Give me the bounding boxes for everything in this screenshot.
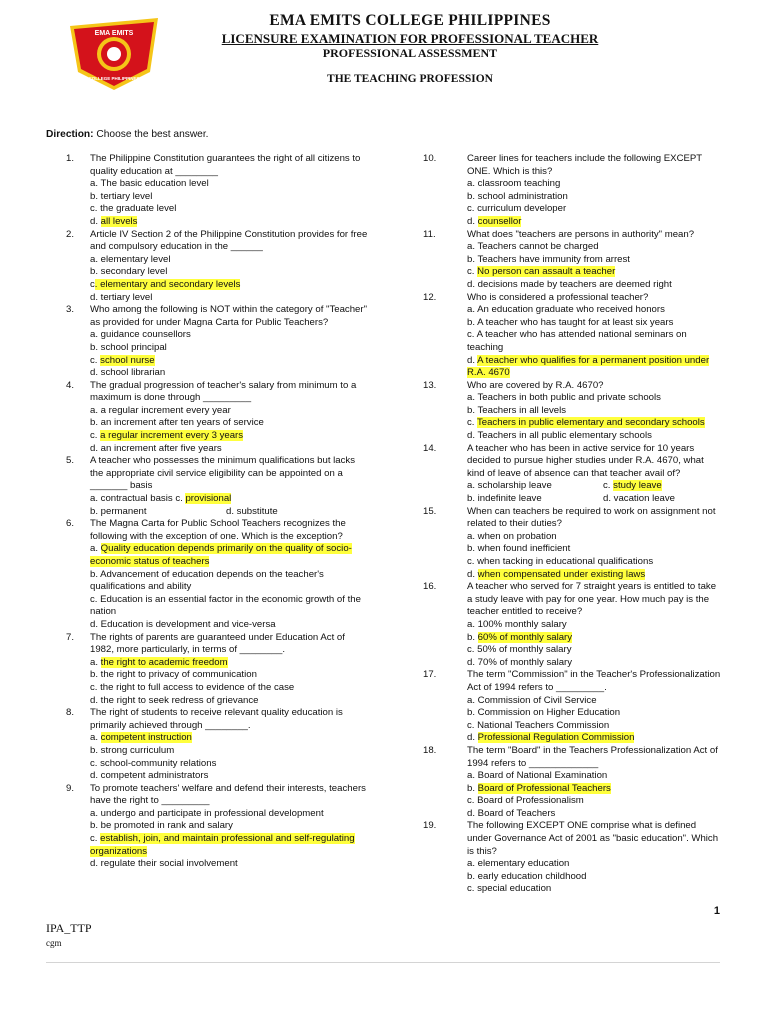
direction-label: Direction: [46, 129, 94, 140]
question-stem: A teacher who has been in active service for 10 years decided to pursue higher studies under R.A. 4670, what kind of leave of absence can that teacher avail of? [467, 442, 704, 479]
option-text: b. A teacher who has taught for at least six years [467, 316, 674, 328]
option-text: b. tertiary level [90, 190, 153, 202]
answer-option [90, 279, 371, 292]
answer-option [467, 858, 723, 871]
option-text: c. when tacking in educational qualifications [467, 556, 654, 567]
answer-option [467, 632, 723, 645]
answer-option [467, 241, 723, 254]
answer-option-row [467, 480, 723, 493]
question-item [46, 632, 371, 708]
question-number: 11. [423, 228, 436, 240]
answer-option [467, 795, 723, 808]
option-text: d. Education is development and vice-versa [90, 618, 276, 630]
option-prefix: d. [467, 354, 478, 366]
option-text: d. competent administrators [90, 770, 209, 782]
question-item [46, 229, 371, 305]
answer-option [90, 405, 371, 418]
highlighted-answer: when compensated under existing laws [477, 568, 646, 580]
answer-option [467, 266, 723, 279]
answer-option [467, 695, 723, 708]
question-number: 17. [423, 669, 437, 681]
page-number: 1 [713, 905, 720, 917]
question-item [423, 292, 723, 380]
college-name: EMA EMITS COLLEGE PHILIPPINES [269, 12, 551, 29]
option-text: b. when found inefficient [467, 543, 571, 555]
answer-option [90, 594, 371, 619]
question-item [423, 669, 723, 745]
question-stem: The right of students to receive relevant quality education is primarily achieved through ________. [90, 707, 343, 731]
option-text: d. vacation leave [603, 493, 675, 505]
question-number: 19. [423, 820, 437, 832]
option-text: a. a regular increment every year [90, 404, 231, 416]
question-item [423, 581, 723, 669]
option-text: b. school administration [467, 190, 568, 202]
question-number: 3. [66, 304, 75, 316]
option-prefix: c. [90, 833, 101, 845]
option-prefix: d. [90, 215, 101, 227]
question-stem: Career lines for teachers include the following EXCEPT ONE. Which is this? [467, 153, 702, 177]
answer-option [467, 392, 723, 405]
answer-option [467, 770, 723, 783]
option-text: a. Commission of Civil Service [467, 694, 597, 706]
answer-option [467, 871, 723, 884]
question-number: 16. [423, 581, 437, 593]
answer-option [467, 556, 723, 569]
option-text: a. An education graduate who received honors [467, 304, 665, 316]
question-stem: The Philippine Constitution guarantees the right of all citizens to quality education at ________ [90, 153, 361, 177]
option-text: d. tertiary level [90, 291, 153, 303]
option-text: b. Teachers in all levels [467, 404, 567, 416]
question-stem: A teacher who served for 7 straight years is entitled to take a study leave with pay for one year. How much pay is the teacher entitled to receive? [467, 581, 717, 618]
answer-option [467, 304, 723, 317]
answer-option [90, 417, 371, 430]
option-text: b. Commission on Higher Education [467, 707, 621, 719]
answer-option [467, 178, 723, 191]
answer-option [467, 883, 723, 896]
answer-option [90, 329, 371, 342]
option-prefix: c. [467, 417, 477, 429]
option-prefix: a. [90, 543, 101, 555]
question-stem: The Magna Carta for Public School Teachers recognizes the following with the exception of one. Which is the exception? [90, 518, 346, 542]
option-text: b. permanent [90, 505, 147, 517]
option-text: a. classroom teaching [467, 178, 561, 190]
answer-option [90, 682, 371, 695]
highlighted-answer: No person can assault a teacher [477, 266, 616, 278]
answer-option [90, 254, 371, 267]
question-item [46, 455, 371, 518]
highlighted-answer: competent instruction [100, 732, 192, 744]
option-text: d. Teachers in all public elementary schools [467, 430, 652, 442]
option-text: b. be promoted in rank and salary [90, 820, 233, 832]
option-text: c. A teacher who has attended national seminars on teaching [467, 329, 687, 353]
option-text: d. 70% of monthly salary [467, 656, 573, 668]
option-text: a. Board of National Examination [467, 770, 608, 782]
highlighted-answer: Professional Regulation Commission [477, 732, 635, 744]
answer-option-row [467, 493, 723, 506]
question-stem: The term "Board" in the Teachers Professionalization Act of 1994 refers to _____________ [467, 744, 718, 769]
answer-option [90, 367, 371, 380]
option-prefix: a. [90, 656, 101, 668]
answer-option [90, 216, 371, 229]
question-number: 14. [423, 442, 437, 454]
question-stem: Who among the following is NOT within the category of "Teacher" as provided for under Magna Carta for Public Teachers? [90, 304, 367, 328]
question-stem: When can teachers be required to work on assignment not related to their duties? [467, 505, 716, 530]
answer-option [90, 292, 371, 305]
question-number: 5. [66, 455, 75, 467]
option-prefix: b. [467, 631, 478, 643]
answer-option [467, 644, 723, 657]
question-item [423, 380, 723, 443]
svg-text:EMA EMITS: EMA EMITS [94, 30, 134, 37]
answer-option [90, 266, 371, 279]
option-text: c. special education [467, 883, 552, 895]
option-prefix: a. [90, 732, 101, 744]
option-text: a. undergo and participate in professional development [90, 807, 324, 819]
question-number: 6. [66, 518, 75, 530]
option-text: c. school-community relations [90, 757, 217, 769]
highlighted-answer: all levels [100, 215, 138, 227]
highlighted-answer: study leave [613, 480, 662, 492]
highlighted-answer: the right to academic freedom [100, 656, 228, 668]
answer-option [90, 858, 371, 871]
answer-option [467, 808, 723, 821]
highlighted-answer: Quality education depends primarily on the quality of socio-economic status of teachers [90, 543, 352, 567]
option-prefix: d. [467, 732, 478, 744]
option-prefix: c. [467, 266, 478, 278]
answer-option [90, 657, 371, 670]
answer-option [467, 254, 723, 267]
option-text: d. school librarian [90, 367, 166, 379]
option-text: d. regulate their social involvement [90, 858, 238, 870]
option-prefix: c. [90, 354, 101, 366]
questions-left-column [46, 153, 371, 871]
highlighted-answer: counsellor [477, 215, 522, 227]
answer-option [90, 203, 371, 216]
option-text: b. indefinite leave [467, 493, 542, 505]
subject-title: THE TEACHING PROFESSION [327, 73, 493, 85]
question-stem: What does "teachers are persons in authority" mean? [467, 228, 695, 240]
direction [46, 129, 209, 140]
answer-option [90, 732, 371, 745]
option-text: b. early education childhood [467, 870, 587, 882]
option-text: a. scholarship leave [467, 480, 552, 492]
answer-option [467, 405, 723, 418]
question-item [46, 380, 371, 456]
question-number: 12. [423, 291, 437, 303]
answer-option [467, 279, 723, 292]
exam-title: LICENSURE EXAMINATION FOR PROFESSIONAL TEACHER [221, 31, 599, 46]
question-stem: Who is considered a professional teacher? [467, 291, 649, 303]
question-number: 1. [66, 153, 75, 164]
option-text: a. 100% monthly salary [467, 618, 567, 630]
question-number: 15. [423, 505, 437, 517]
answer-option [467, 783, 723, 796]
answer-option [90, 770, 371, 783]
question-item [46, 707, 371, 783]
option-prefix: b. [467, 782, 478, 794]
answer-option [90, 695, 371, 708]
highlighted-answer: school nurse [100, 354, 155, 366]
highlighted-answer: a regular increment every 3 years [100, 430, 244, 442]
answer-option [467, 707, 723, 720]
option-prefix: c. [603, 480, 614, 492]
option-prefix: d. [467, 215, 478, 227]
highlighted-answer: Teachers in public elementary and secondary schools [476, 417, 705, 429]
question-item [423, 443, 723, 506]
answer-option-row [90, 493, 371, 506]
answer-option [90, 669, 371, 682]
answer-option [467, 203, 723, 216]
question-stem: To promote teachers' welfare and defend their interests, teachers have the right to _________ [90, 782, 366, 807]
highlighted-answer: A teacher who qualifies for a permanent position under R.A. 4670 [467, 354, 710, 379]
questions-right-column [423, 153, 723, 896]
option-text: a. contractual basis c. [90, 493, 186, 505]
question-number: 4. [66, 379, 75, 391]
answer-option [90, 833, 371, 858]
question-stem: The following EXCEPT ONE comprise what is defined under Governance Act of 2001 as "basic education". Which is this? [467, 820, 719, 857]
answer-option [90, 820, 371, 833]
answer-option [467, 619, 723, 632]
option-text: c. curriculum developer [467, 203, 567, 215]
answer-option [467, 531, 723, 544]
answer-option [90, 543, 371, 568]
answer-option [467, 657, 723, 670]
answer-option [467, 543, 723, 556]
option-text: a. guidance counsellors [90, 329, 191, 341]
question-stem: The gradual progression of teacher's salary from minimum to a maximum is done through _________ [90, 379, 357, 404]
answer-option [467, 720, 723, 733]
answer-option [90, 808, 371, 821]
option-text: a. Teachers in both public and private schools [467, 392, 661, 404]
option-text: a. The basic education level [90, 178, 209, 190]
highlighted-answer: . elementary and secondary levels [94, 278, 241, 290]
question-item [46, 518, 371, 631]
answer-option [90, 430, 371, 443]
answer-option [90, 758, 371, 771]
college-logo [64, 16, 164, 92]
highlighted-answer: provisional [185, 493, 232, 505]
question-number: 9. [66, 782, 75, 794]
question-item [423, 229, 723, 292]
question-item [423, 506, 723, 582]
answer-option [467, 329, 723, 354]
answer-option [90, 342, 371, 355]
option-text: c. National Teachers Commission [467, 719, 610, 731]
footer-code: IPA_TTP [46, 921, 92, 935]
option-text: a. elementary level [90, 253, 171, 265]
question-item [423, 745, 723, 821]
answer-option [90, 355, 371, 368]
option-text: b. Teachers have immunity from arrest [467, 253, 630, 265]
option-text: b. secondary level [90, 266, 168, 278]
answer-option [90, 745, 371, 758]
answer-option [467, 569, 723, 582]
answer-option-row [90, 506, 371, 519]
option-prefix: d. [467, 568, 478, 580]
highlighted-answer: establish, join, and maintain professional and self-regulating organizations [90, 833, 355, 857]
question-stem: Who are covered by R.A. 4670? [467, 379, 604, 391]
option-text: c. the right to full access to evidence of the case [90, 681, 295, 693]
option-text: d. the right to seek redress of grievance [90, 694, 259, 706]
question-item [46, 304, 371, 380]
question-number: 10. [423, 153, 437, 164]
highlighted-answer: Board of Professional Teachers [477, 782, 611, 794]
option-text: b. Advancement of education depends on the teacher's qualifications and ability [90, 568, 324, 593]
question-number: 8. [66, 707, 75, 719]
option-text: b. an increment after ten years of service [90, 417, 264, 429]
answer-option [90, 619, 371, 632]
option-text: b. the right to privacy of communication [90, 669, 257, 681]
highlighted-answer: 60% of monthly salary [477, 631, 573, 643]
option-prefix: c [90, 278, 95, 290]
question-number: 7. [66, 631, 75, 643]
answer-option [90, 443, 371, 456]
option-text: c. Education is an essential factor in the economic growth of the nation [90, 593, 361, 618]
footer-initials: cgm [46, 938, 62, 948]
option-prefix: c. [90, 430, 101, 442]
direction-text: Choose the best answer. [93, 129, 209, 140]
answer-option [90, 178, 371, 191]
answer-option [467, 216, 723, 229]
answer-option [467, 732, 723, 745]
option-text: a. when on probation [467, 530, 557, 542]
question-stem: The term "Commission" in the Teacher's Professionalization Act of 1994 refers to _________. [467, 669, 721, 693]
question-number: 2. [66, 228, 75, 240]
option-text: b. school principal [90, 341, 167, 353]
svg-text:COLLEGE PHILIPPINES: COLLEGE PHILIPPINES [88, 76, 140, 81]
section-title: PROFESSIONAL ASSESSMENT [322, 46, 498, 60]
question-stem: The rights of parents are guaranteed under Education Act of 1982, more particularly, in terms of ________. [90, 631, 345, 656]
question-number: 18. [423, 744, 437, 756]
option-text: d. substitute [226, 505, 278, 517]
answer-option [467, 417, 723, 430]
question-number: 13. [423, 379, 437, 391]
question-stem: Article IV Section 2 of the Philippine Constitution provides for free and compulsory education in the ______ [90, 228, 368, 253]
option-text: d. decisions made by teachers are deemed right [467, 278, 672, 290]
option-text: d. Board of Teachers [467, 807, 556, 819]
answer-option [90, 191, 371, 204]
answer-option [467, 355, 723, 380]
option-text: d. an increment after five years [90, 442, 222, 454]
answer-option [90, 569, 371, 594]
option-text: a. Teachers cannot be charged [467, 241, 599, 253]
answer-option [467, 317, 723, 330]
question-item [46, 153, 371, 229]
question-item [423, 153, 723, 229]
option-text: b. strong curriculum [90, 744, 175, 756]
answer-option [467, 191, 723, 204]
footer-divider [46, 962, 720, 963]
question-stem: A teacher who possesses the minimum qualifications but lacks the appropriate civil service eligibility can be appointed on a _______ basis [90, 455, 356, 492]
option-text: c. 50% of monthly salary [467, 644, 572, 656]
answer-option [467, 430, 723, 443]
option-text: c. the graduate level [90, 203, 177, 215]
option-text: a. elementary education [467, 858, 570, 870]
question-item [46, 783, 371, 871]
question-item [423, 820, 723, 896]
option-text: c. Board of Professionalism [467, 795, 584, 807]
